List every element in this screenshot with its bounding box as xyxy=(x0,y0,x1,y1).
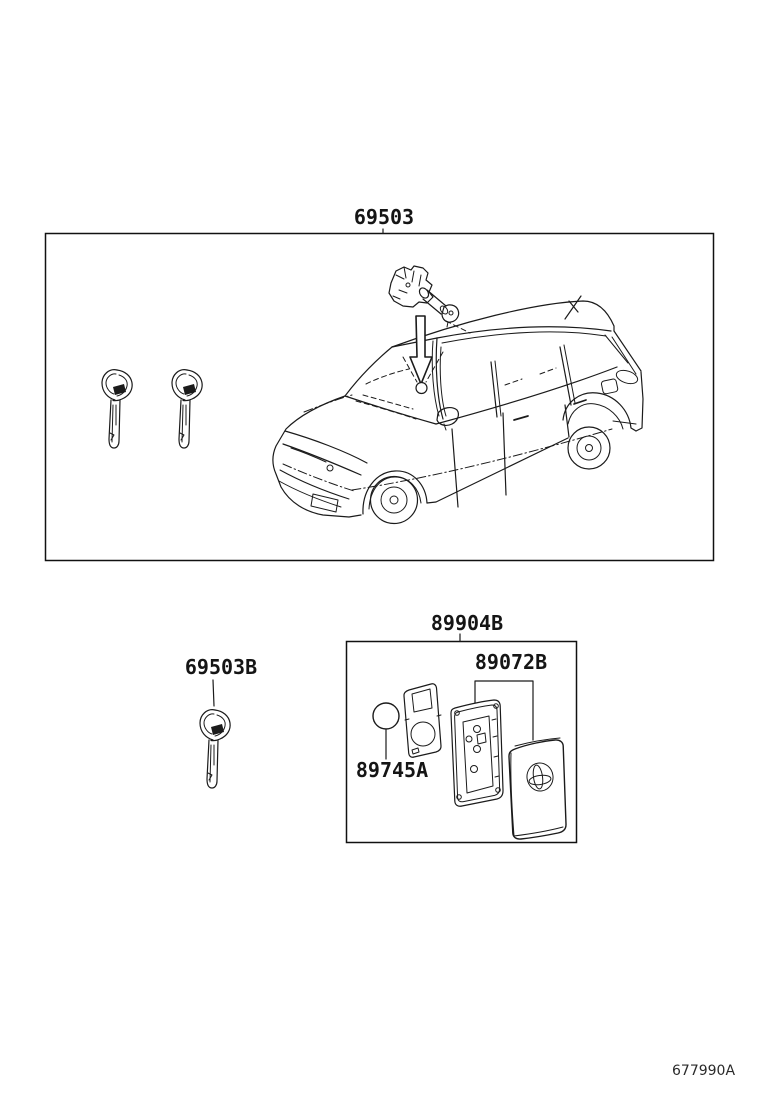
key-blank-right-icon xyxy=(172,370,202,448)
part-label-master-key: 69503B xyxy=(184,655,258,679)
rear-wheel-icon xyxy=(568,427,610,469)
smart-key-fob-icon xyxy=(509,738,566,839)
steering-lock-cylinder-icon xyxy=(389,266,470,333)
part-label-battery: 89745A xyxy=(355,758,429,782)
transmitter-module-icon xyxy=(451,700,503,806)
key-cylinder-location-marker xyxy=(416,383,427,394)
master-key-icon xyxy=(200,710,230,788)
battery-cell-icon xyxy=(373,703,399,729)
leader-master-key xyxy=(213,680,214,706)
battery-holder-icon xyxy=(404,684,441,758)
antenna-icon xyxy=(565,296,581,319)
part-label-assembly: 69503 xyxy=(353,205,415,229)
main-assembly-box xyxy=(46,234,714,561)
vehicle-minivan-icon xyxy=(273,296,643,524)
part-label-transmitter-housing: 89072B xyxy=(474,650,548,674)
part-label-transmitter-assembly: 89904B xyxy=(430,611,504,635)
front-wheel-icon xyxy=(371,477,418,524)
sheet-code: 677990A xyxy=(672,1063,736,1079)
key-blank-left-icon xyxy=(102,370,132,448)
leader-transmitter-housing xyxy=(475,681,533,740)
installation-arrow-icon xyxy=(410,316,432,384)
